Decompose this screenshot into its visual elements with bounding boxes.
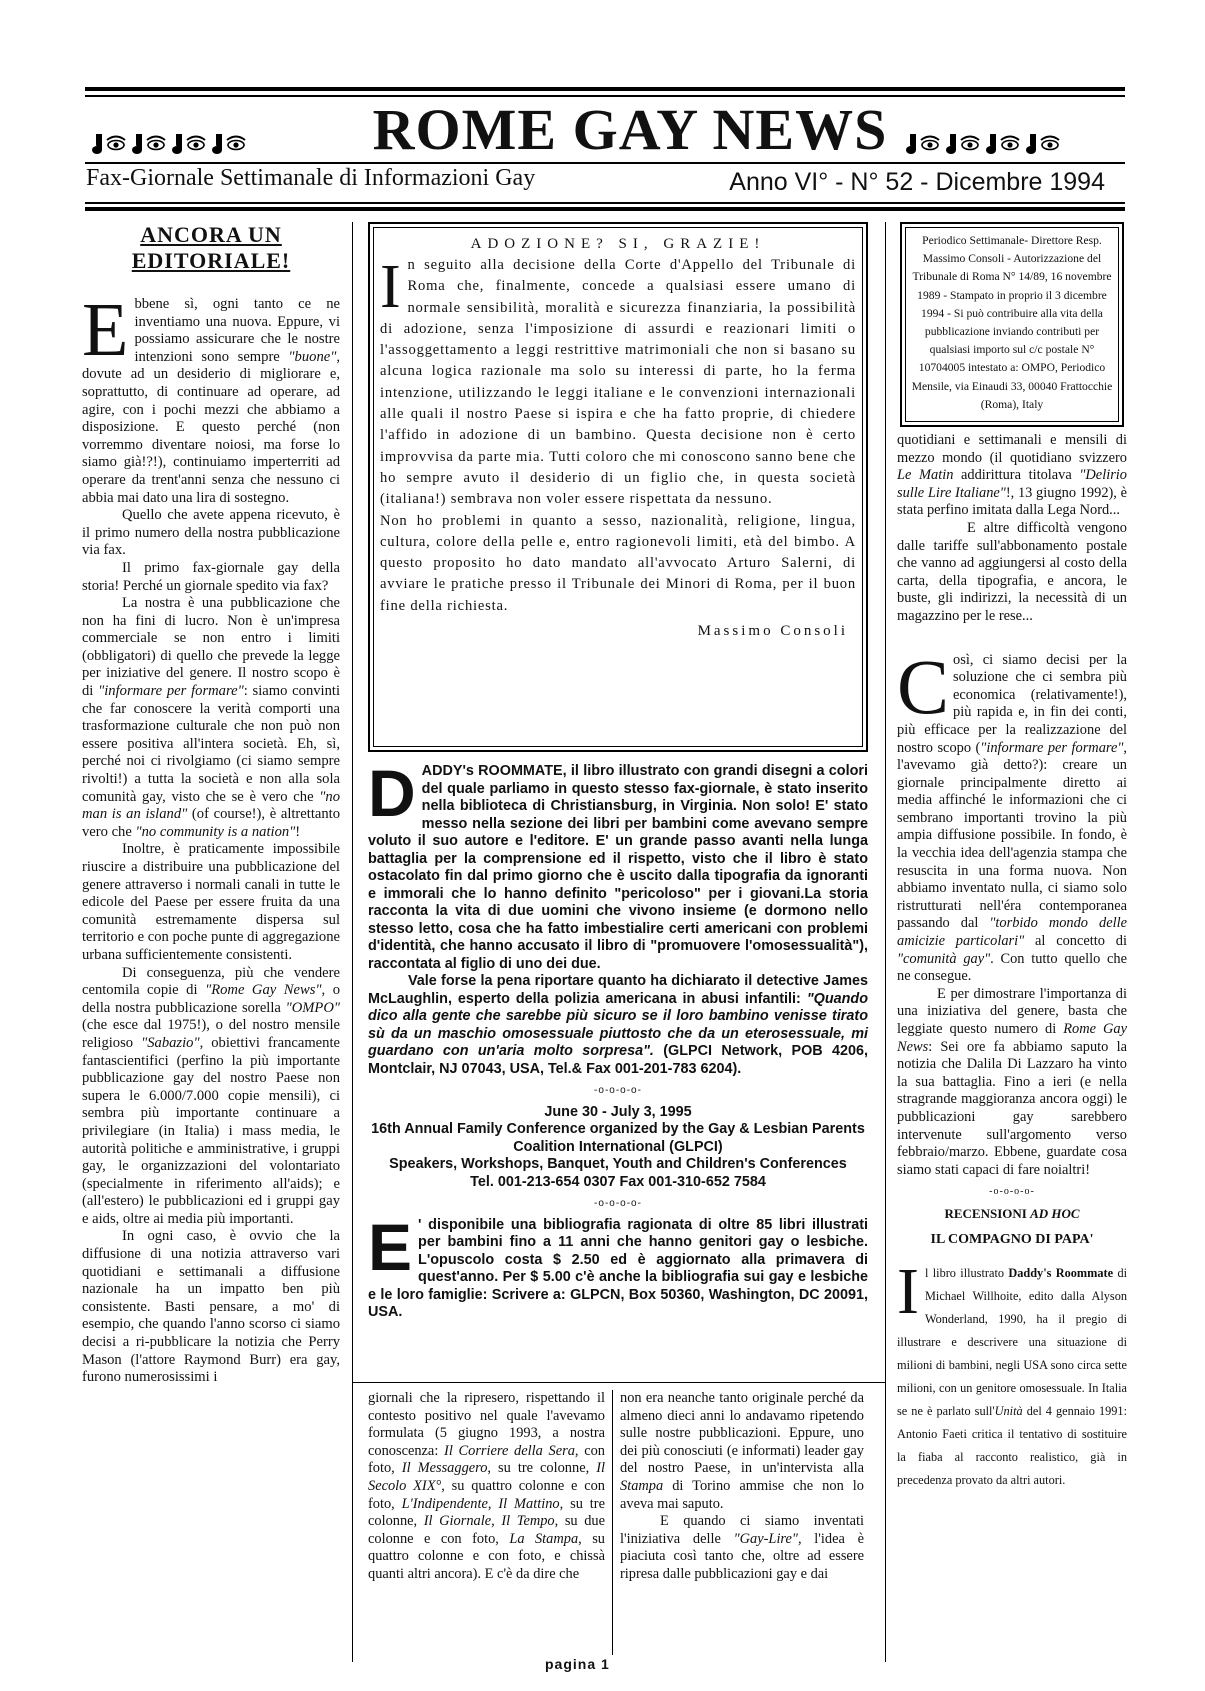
drop-cap: I	[380, 253, 402, 321]
editorial-paragraph: La nostra è una pubblicazione che non ha fini di lucro. Non è un'impresa commerciale se non entro i limiti (obbligatori) di quello che prevede la legge per iniziative del genere. Il nostro scopo è di "informare per formare": siamo convinti che far conoscere la verità comporti una trasformazione culturale che non può non essere positiva all'intera società. Eh, sì, perché noi ci rivolgiamo (ci siamo sempre rivolti!) a tutta la società e non alla sola comunità gay, visto che se è vero che "no man is an island" (of course!), è altrettanto vero che "no community is a nation"!	[82, 595, 340, 840]
note-eye-icon	[132, 126, 166, 160]
drop-cap: D	[368, 756, 416, 830]
drop-cap: E	[368, 1209, 413, 1284]
masthead-bottom-rule-thick	[85, 207, 1125, 211]
note-eye-icon	[1026, 126, 1060, 160]
editorial-column	[82, 222, 340, 1387]
right-paragraph: quotidiani e settimanali e mensili di mezzo mondo (il quotidiano svizzero Le Matin addirittura titolava "Delirio sulle Lire Italiane"!, 13 giugno 1992), è stata perfino imitata dalla Lega Nord...	[897, 432, 1127, 519]
publication-info-box	[900, 222, 1124, 427]
editorial-heading-line2: EDITORIALE!	[131, 248, 291, 273]
daddy-article	[368, 756, 869, 1322]
ornament-left	[92, 120, 246, 160]
conference-date: June 30 - July 3, 1995	[544, 1103, 692, 1120]
masthead-mid-rule	[85, 162, 1125, 164]
adozione-box	[368, 222, 868, 752]
conference-line: Speakers, Workshops, Banquet, Youth and Children's Conferences	[389, 1156, 847, 1172]
right-paragraph: E per dimostrare l'importanza di una iniziativa del genere, basta che leggiate questo numero di Rome Gay News: Sei ore fa abbiamo saputo la notizia che Dalila Di Lazzaro ha vinto la sua battaglia. Fino a ieri (e nella stragrande maggioranza ancora oggi) le pubblicazioni gay sarebbero intervenute sull'argomento verso febbraio/marzo. Ebbene, guardate cosa siamo stati capaci di fare noialtri!	[897, 985, 1127, 1178]
mid-bottom-rule	[352, 1382, 885, 1383]
page-number: pagina 1	[545, 1656, 610, 1672]
drop-cap: C	[897, 642, 950, 730]
drop-cap: E	[82, 288, 129, 372]
editorial-heading	[82, 222, 340, 274]
column-divider-right	[885, 222, 886, 1662]
separator: -o-o-o-o-	[594, 1085, 642, 1096]
separator: -o-o-o-o-	[594, 1198, 642, 1209]
review-title: IL COMPAGNO DI PAPA'	[930, 1231, 1094, 1247]
note-eye-icon	[986, 126, 1020, 160]
masthead-bottom-rule-thin	[85, 202, 1125, 204]
conference-line: Tel. 001-213-654 0307 Fax 001-310-652 7584	[470, 1173, 766, 1190]
note-eye-icon	[92, 126, 126, 160]
review-body: Il libro illustrato Daddy's Roommate di Michael Willhoite, edito dalla Alyson Wonderland, 1990, ha il pregio di illustrare e descrivere una situazione di milioni di bambini, negli USA sono circa sette milioni, con un genitore omosessuale. In Italia se ne è parlato sull'Unità del 4 gennaio 1991: Antonio Faeti critica il tentativo di sostituire la fiaba al racconto realistico, già in precedenza provato da altri autori.	[897, 1255, 1128, 1488]
daddy-paragraph: DADDY's ROOMMATE, il libro illustrato con grandi disegni a colori del quale parliamo in questo stesso fax-giornale, è stato inserito nella biblioteca di Christiansburg, in Virginia. Non solo! E' stato messo nella sezione dei libri per bambini come avevano sempre voluto il suo autore e l'editore. E' un grande passo avanti nella lunga battaglia per la comprensione ed il rispetto, visto che il libro è stato ostacolato fin dal primo giorno che è uscito dalla tipografia da ignoranti e immorali che lo hanno definito "pericoloso" per i giovani.La storia racconta la vita di due uomini che vivono insieme (e dormono nello stesso letto, cosa che ha fatto imbestialire certi americani con problemi d'identità, che hanno accusato il libro di "promuovere l'omosessualità"), raccontata al figlio di uno dei due.	[368, 756, 868, 972]
note-eye-icon	[172, 126, 206, 160]
ornament-right	[906, 120, 1060, 160]
conference-line: 16th Annual Family Conference organized by the Gay & Lesbian Parents Coalition International (GLPCI)	[371, 1121, 865, 1155]
adozione-signature: Massimo Consoli	[697, 623, 848, 640]
mid-bottom-right-column: non era neanche tanto originale perché da almeno dieci anni lo andavamo ripetendo sulle nostre pubblicazioni. Eppure, uno dei più conosciuti (e informati) leader gay del nostro Paese, in un'intervista alla Stampa di Torino ammise che non lo aveva mai saputo. E quando ci siamo inventati l'iniziativa delle "Gay-Lire", l'idea è piaciuta così tanto che, oltre ad essere ripresa dalle pubblicazioni gay e dai	[620, 1390, 864, 1582]
note-eye-icon	[906, 126, 940, 160]
subtitle: Fax-Giornale Settimanale di Informazioni Gay	[86, 165, 536, 191]
mid-bottom-left-column: giornali che la ripresero, rispettando il contesto positivo nel quale l'avevamo formulata (5 giugno 1993, a nostra conoscenza: Il Corriere della Sera, con foto, Il Messaggero, su tre colonne, Il Secolo XIX°, su quattro colonne e con foto, L'Indipendente, Il Mattino, su tre colonne, Il Giornale, Il Tempo, su due colonne e con foto, La Stampa, su quattro colonne e con foto, e chissà quanti altri ancora). E c'è da dire che	[368, 1390, 606, 1582]
publication-info-text: Periodico Settimanale- Direttore Resp. Massimo Consoli - Autorizzazione del Tribunale di Roma N° 14/89, 16 novembre 1989 - Stampato in proprio il 3 dicembre 1994 - Si può contribuire alla vita della pubblicazione inviando contributi per qualsiasi importo sul c/c postale N° 10704005 intestato a: OMPO, Periodico Mensile, via Einaudi 33, 00040 Frattocchie (Roma), Italy	[911, 234, 1113, 411]
issue-info: Anno VI° - N° 52 - Dicembre 1994	[729, 168, 1105, 196]
adozione-body-2: Non ho problemi in quanto a sesso, nazionalità, religione, lingua, cultura, colore della pelle e, entro ragionevoli limiti, età del bimbo. A questo proposito ho dato mandato all'avvocato Arturo Salerni, di avviare le pratiche presso il Tribunale dei Minori di Roma, per il buon fine della richiesta.	[380, 512, 856, 614]
bibliography-paragraph: E ' disponibile una bibliografia ragionata di oltre 85 libri illustrati per bambini fino a 11 anni che hanno genitori gay o lesbiche. L'opuscolo costa $ 2.50 ed è aggiornato alla primavera di quest'anno. Per $ 5.00 c'è anche la bibliografia sui gay e lesbiche e le loro famiglie: Scrivere a: GLPCN, Box 50360, Washington, DC 20091, USA.	[368, 1209, 868, 1320]
separator: -o-o-o-o-	[989, 1186, 1035, 1198]
editorial-paragraph: In ogni caso, è ovvio che la diffusione di una notizia attraverso vari quotidiani e settimanali a diffusione nazionale ha un impatto ben più consistente. Basti pensare, a mo' di esempio, che quando l'anno scorso ci siamo decisi a ri-pubblicare la notizia che Perry Mason (l'attore Raymond Burr) era gay, furono numerosissimi i	[82, 1228, 340, 1386]
adozione-body: In seguito alla decisione della Corte d'Appello del Tribunale di Roma che, finalmente, concede a qualsiasi essere umano di normale sensibilità, moralità e sicurezza finanziaria, la possibilità di adozione, senza l'imposizione di assurdi e reazionari limiti o l'assoggettamento a leggi restrittive matrimoniali che non si basano su alcuna logica razionale ma solo su interessi di parte, ho la ferma intenzione, utilizzando le leggi italiane e le convenzioni internazionali alle quali il nostro Paese si ispira e che ha fatto proprie, di chiedere l'affido in adozione di un bambino. Questa decisione non è certo improvvisa da parte mia. Tutti coloro che mi conoscono sanno bene che ho sempre avuto il desiderio di un figlio che, in questa società (italiana!) sembrava non voler essere rispettata da nessuno. Non ho problemi in quanto a sesso, nazionalità, religione, lingua, cultura, colore della pelle e, entro ragionevoli limiti, età del bimbo. A questo proposito ho dato mandato all'avvocato Arturo Salerni, di avviare le pratiche presso il Tribunale dei Minori di Roma, per il buon fine della richiesta.	[380, 253, 856, 614]
column-divider-left	[352, 222, 353, 1662]
column-divider-mid-bottom	[612, 1390, 613, 1655]
review-label: RECENSIONI AD HOC	[944, 1205, 1080, 1221]
editorial-paragraph: Inoltre, è praticamente impossibile riuscire a distribuire una pubblicazione del genere attraverso i normali canali in tutte le edicole del Paese per essere fruita da una comunità estremamente dispersa sul territorio e con poche punte di aggregazione urbana sufficientemente consistenti.	[82, 841, 340, 963]
editorial-paragraph: Di conseguenza, più che vendere centomila copie di "Rome Gay News", o della nostra pubblicazione sorella "OMPO" (che esce dal 1975!), o del nostro mensile religioso "Sabazio", obiettivi francamente fantascientifici (perfino la più importante pubblicazione gay del nostro Paese non supera le 6.000/7.000 copie mensili), ci sembra più importante continuare a privilegiare (in Italia) i mass media, le autorità politiche e amministrative, i gruppi gay, le organizzazioni del volontariato (specialmente in riferimento all'aids); e (all'estero) le pubblicazioni ed i gruppi gay e aids, oltre ai media più importanti.	[82, 964, 340, 1227]
right-paragraph: E altre difficoltà vengono dalle tariffe sull'abbonamento postale che vanno ad aggiungersi al costo della carta, della tipografia, e ancora, le buste, gli indirizzi, la necessità di un magazzino per le rese...	[897, 519, 1127, 624]
editorial-paragraph: Quello che avete appena ricevuto, è il primo numero della nostra pubblicazione via fax.	[82, 507, 340, 559]
adozione-title: ADOZIONE? SI, GRAZIE!	[470, 236, 766, 252]
right-column	[897, 432, 1127, 1492]
note-eye-icon	[212, 126, 246, 160]
masthead-top-rule-thick	[85, 87, 1125, 91]
note-eye-icon	[946, 126, 980, 160]
editorial-paragraph: Il primo fax-giornale gay della storia! Perché un giornale spedito via fax?	[82, 559, 340, 594]
daddy-paragraph: Vale forse la pena riportare quanto ha dichiarato il detective James McLaughlin, esperto della polizia americana in abusi infantili: "Quando dico alla gente che sarebbe più sicuro se il loro bambino venisse tirato sù da un maschio omosessuale piuttosto che da un eterosessuale, mi guardano con un'aria molto sorpresa". (GLPCI Network, POB 4206, Montclair, NJ 07043, USA, Tel.& Fax 001-201-783 6204).	[368, 973, 869, 1077]
editorial-heading-line1: ANCORA UN	[140, 222, 282, 247]
right-paragraph: Così, ci siamo decisi per la soluzione che ci sembra più economica (relativamente!), più rapida e, in fin dei conti, più efficace per la realizzazione del nostro scopo ("informare per formare", l'avevamo già detto?): creare un giornale principalmente diretto ai media affinché le informazioni che ci sembrano importanti trovino la più ampia diffusione possibile. In fondo, è la vecchia idea dell'agenzia stampa che resuscita in una forma nuova. Non abbiamo inventato nulla, ci siamo solo ristrutturati nell'éra contemporanea passando dal "torbido mondo delle amicizie particolari" al concetto di "comunità gay". Con tutto quello che ne consegue.	[897, 642, 1127, 985]
newspaper-title: ROME GAY NEWS	[372, 97, 888, 162]
drop-cap: I	[897, 1255, 919, 1329]
editorial-paragraph: Ebbene sì, ogni tanto ce ne inventiamo una nuova. Eppure, vi possiamo assicurare che le nostre intenzioni sono sempre "buone", dovute ad un desiderio di migliorare e, soprattutto, di continuare ad operare, ad agire, con i pochi mezzi che abbiamo a disposizione. E questo perché (non vorremmo diventare noiosi, ma forse lo siamo già!?!), continuiamo imperterriti ad operare da trent'anni senza che nessuno ci abbia mai dato una lira di sostegno.	[82, 288, 340, 506]
